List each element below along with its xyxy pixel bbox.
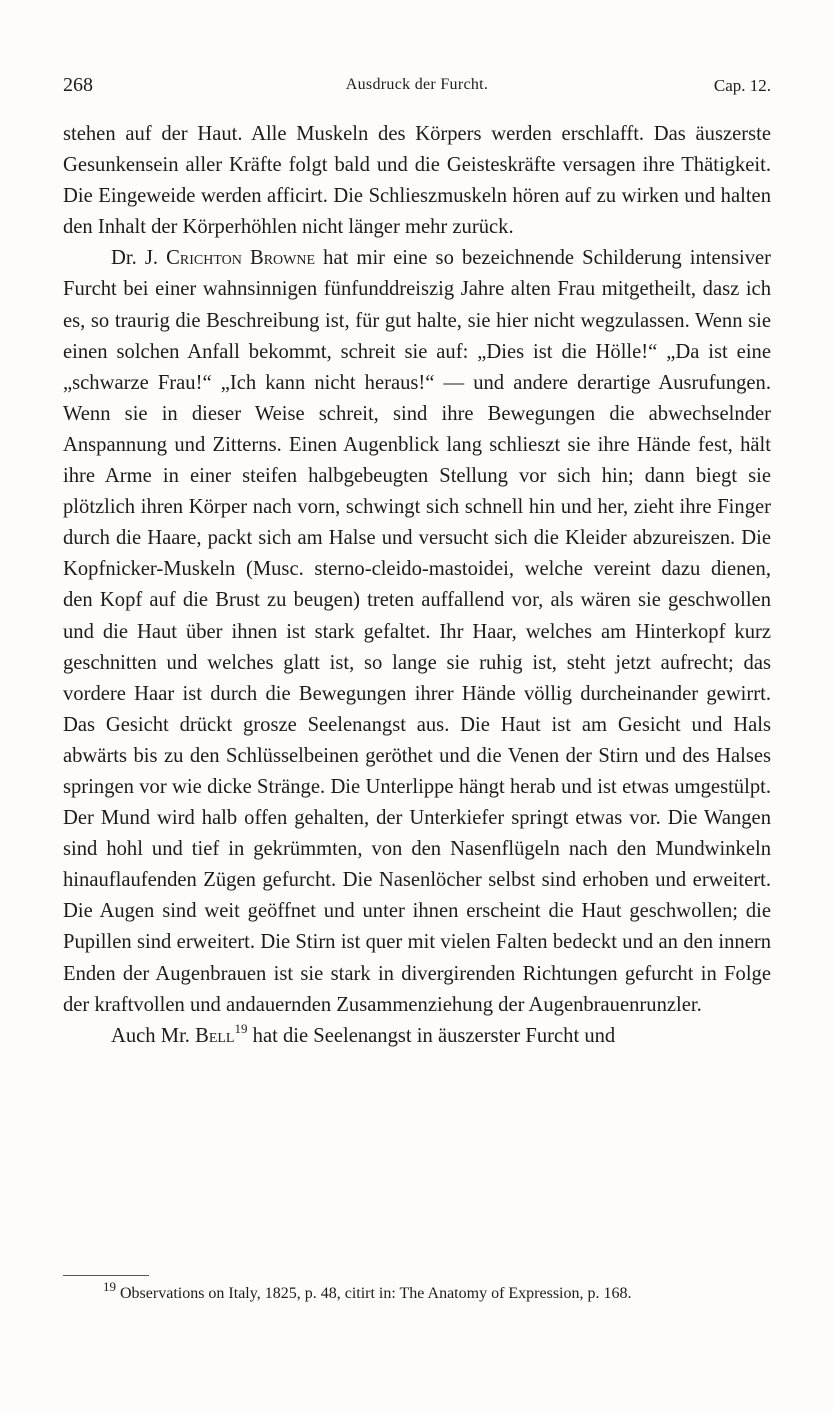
paragraph-3-lead: Auch Mr.: [111, 1024, 196, 1047]
footnote-number: 19: [103, 1278, 116, 1294]
page-header: [63, 74, 771, 100]
paragraph-1: stehen auf der Haut. Alle Muskeln des Körpers werden erschlafft. Das äuszerste Gesunkensein aller Kräfte folgt bald und die Geisteskräfte versagen ihre Thätigkeit. Die Eingeweide werden afficirt. Die Schlieszmuskeln hören auf zu wirken und halten den Inhalt der Körperhöhlen nicht länger mehr zurück.: [63, 123, 771, 239]
paragraph-3-text: hat die Seelenangst in äuszerster Furcht und: [247, 1024, 616, 1047]
paragraph-3: [63, 1021, 771, 1052]
footnote-text: Observations on Italy, 1825, p. 48, citirt in: The Anatomy of Expression, p. 168.: [116, 1285, 632, 1302]
footnote: [103, 1278, 773, 1305]
paragraph-2-lead: Dr. J.: [111, 247, 167, 270]
footnote-reference: 19: [234, 1020, 248, 1036]
paragraph-2-text: hat mir eine so bezeichnende Schilderung intensiver Furcht bei einer wahnsinnigen fünfunddreiszig Jahre alten Frau mitgetheilt, dasz ich es, so traurig die Beschreibung ist, für gut halte, sie hier nicht wegzulassen. Wenn sie einen solchen Anfall bekommt, schreit sie auf: „Dies ist die Hölle!“ „Da ist eine „schwarze Frau!“ „Ich kann nicht heraus!“ — und andere derartige Ausrufungen. Wenn sie in dieser Weise schreit, sind ihre Bewegungen die abwechselnder Anspannung und Zitterns. Einen Augenblick lang schlieszt sie ihre Hände fest, hält ihre Arme in einer steifen halbgebeugten Stellung vor sich hin; dann biegt sie plötzlich ihren Körper nach vorn, schwingt sich schnell hin und her, zieht ihre Finger durch die Haare, packt sich am Halse und versucht sich die Kleider abzureiszen. Die Kopfnicker-Muskeln (Musc. sterno-cleido-mastoidei, welche vereint dazu dienen, den Kopf auf die Brust zu beugen) treten auffallend vor, als wären sie geschwollen und die Haut über ihnen ist stark gefaltet. Ihr Haar, welches am Hinterkopf kurz geschnitten und welches glatt ist, so lange sie ruhig ist, steht jetzt aufrecht; das vordere Haar ist durch die Bewegungen ihrer Hände völlig durcheinander gewirrt. Das Gesicht drückt grosze Seelenangst aus. Die Haut ist am Gesicht und Hals abwärts bis zu den Schlüsselbeinen geröthet und die Venen der Stirn und des Halses springen vor wie dicke Stränge. Die Unterlippe hängt herab und ist etwas umgestülpt. Der Mund wird halb offen gehalten, der Unterkiefer springt etwas vor. Die Wangen sind hohl und tief in gekrümmten, von den Nasenflügeln nach den Mundwinkeln hinauflaufenden Zügen gefurcht. Die Nasenlöcher selbst sind erhoben und erweitert. Die Augen sind weit geöffnet und unter ihnen erscheint die Haut geschwollen; die Pupillen sind erweitert. Die Stirn ist quer mit vielen Falten bedeckt und an den innern Enden der Augenbrauen ist sie stark in divergirenden Richtungen gefurcht in Folge der kraftvollen und andauernden Zusammenziehung der Augenbrauenrunzler.: [63, 247, 771, 1016]
body-text: [63, 119, 771, 1052]
author-name-crichton-browne: Crichton Browne: [166, 247, 316, 270]
author-name-bell: Bell: [195, 1024, 235, 1047]
page-number: 268: [63, 74, 93, 96]
paragraph-2: [63, 243, 771, 1020]
chapter-label: Cap. 12.: [713, 76, 771, 95]
running-title: Ausdruck der Furcht.: [345, 76, 489, 93]
footnote-divider: [63, 1275, 149, 1276]
